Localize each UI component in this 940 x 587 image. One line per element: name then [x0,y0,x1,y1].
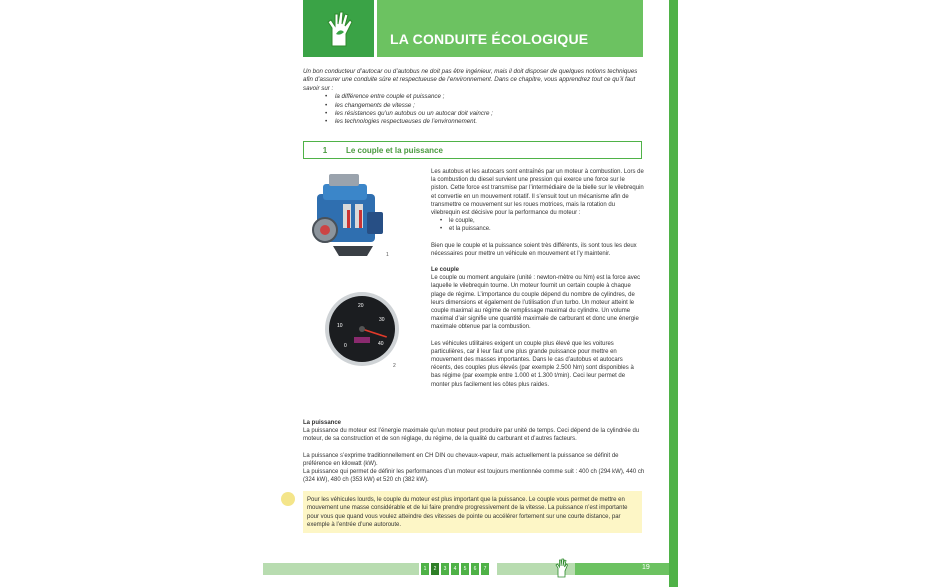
footer-strip-left [263,563,419,575]
intro-list-item: • les technologies respectueuses de l’environnement. [303,118,648,126]
body-column-right [431,168,644,389]
footer-page-tabs [421,563,489,575]
paragraph: Bien que le couple et la puissance soient très différents, ils sont tous les deux nécessaires pour mettre un véhicule en mouvement et l’y maintenir. [431,242,637,257]
gauge-tick-label: 10 [337,323,343,329]
tachometer-gauge [324,291,400,367]
footer-page-tab[interactable]: 5 [461,563,469,575]
eco-hand-icon [322,10,356,48]
green-side-bar [669,0,678,587]
footer-page-tab[interactable]: 3 [441,563,449,575]
figure-caption: 1 [386,252,389,258]
gauge-tick-label: 30 [379,317,385,323]
intro-list-item: • les changements de vitesse ; [303,102,648,110]
footer-page-number-box [575,563,669,575]
footer-page-tab[interactable]: 7 [481,563,489,575]
bullet-item: • le couple, [431,217,644,225]
intro-list [303,93,648,127]
chapter-title: LA CONDUITE ÉCOLOGIQUE [390,31,589,47]
gauge-tick-label: 40 [378,341,384,347]
chapter-title-box [377,0,643,57]
section-heading [303,141,642,159]
subheading-couple: Le couple [431,267,460,274]
intro-text: Un bon conducteur d’autocar ou d’autobus ne doit pas être ingénieur, mais il doit disposer de quelques notions techniques afin d’assurer une conduite sûre et respectueuse de l’environnement. Dans ce chapitre, vous apprendrez tout ce qu’il faut savoir sur : [303,68,638,92]
section-title: Le couple et la puissance [346,145,443,155]
paragraph: Les autobus et les autocars sont entraînés par un moteur à combustion. Lors de la combustion du diesel survient une pression qui exerce une force sur le piston. Cette force est transmise par l’intermédiaire de la bielle sur le vilebrequin et convertie en un mouvement rotatif. Il s’ensuit tout un mécanisme afin de transmettre ce mouvement sur les roues motrices, mais la rotation du vilebrequin est décisive pour la performance du moteur : [431,169,644,217]
intro-list-item: • les résistances qu’un autobus ou un autocar doit vaincre ; [303,110,648,118]
page-number: 19 [642,564,650,571]
lightbulb-icon [281,492,295,506]
figure-caption: 2 [393,363,396,369]
eco-hand-icon [553,558,569,578]
intro-list-item: • la différence entre couple et puissance ; [303,93,648,101]
footer-page-tab[interactable]: 6 [471,563,479,575]
bullet-item: • et la puissance. [431,225,644,233]
body-full-width [303,419,645,484]
intro-paragraph [303,68,648,127]
paragraph: La puissance du moteur est l’énergie maximale qu’un moteur peut produire par unité de temps. Ceci dépend de la cylindrée du moteur, de sa construction et de son réglage, du régime, de la qualité du carburant et d’autres facteurs. [303,428,640,443]
footer-page-tab[interactable]: 4 [451,563,459,575]
engine-illustration [303,166,393,261]
gauge-tick-label: 0 [344,343,347,349]
paragraph: Le couple ou moment angulaire (unité : newton-mètre ou Nm) est la force avec laquelle le vilebrequin tourne. Un moteur fournit un certain couple à chaque plage de régime. L’importance du couple dépend du nombre de cylindres, de leurs dimensions et également de l’utilisation d’un turbo. Un moteur atteint le couple maximal au régime de remplissage maximal du cylindre. Un volume maximal d’air signifie une quantité maximale de carburant et donc une énergie maximale obtenue par la combustion. [431,275,641,331]
subheading-puissance: La puissance [303,420,342,426]
paragraph: Les véhicules utilitaires exigent un couple plus élevé que les voitures particulières, car il leur faut une plus grande puissance pour mettre en mouvement des masses importantes. Dans le cas d’autobus et autocars récents, des couples plus élevés (par exemple 2.500 Nm) sont disponibles à bas régime (par exemple entre 1.000 et 1.300 t/min). Ceci leur permet de monter plus facilement les côtes plus raides. [431,340,634,388]
section-number: 1 [322,145,328,155]
footer-page-tab[interactable]: 1 [421,563,429,575]
paragraph: La puissance s’exprime traditionnellement en CH DIN ou chevaux-vapeur, mais actuellement la puissance se définit de préférence en kilowatt (kW). [303,452,619,467]
tip-text: Pour les véhicules lourds, le couple du moteur est plus important que la puissance. Le couple vous permet de mettre en mouvement une masse considérable et de lui faire prendre progressivement de la vitesse. La puissance n’est importante pour vous que quand vous voulez atteindre des vitesses de pointe ou accélérer fortement sur une courte distance, par exemple à l’entrée d’une autoroute. [307,497,628,529]
gauge-tick-label: 20 [358,303,364,309]
footer-page-tab-active[interactable]: 2 [431,563,439,575]
chapter-icon-box [303,0,374,57]
paragraph: La puissance qui permet de définir les performances d’un moteur est toujours mentionnée comme suit : 400 ch (294 kW), 440 ch (324 kW), 480 ch (353 kW) et 520 ch (382 kW). [303,469,645,484]
bullet-list [431,217,644,233]
